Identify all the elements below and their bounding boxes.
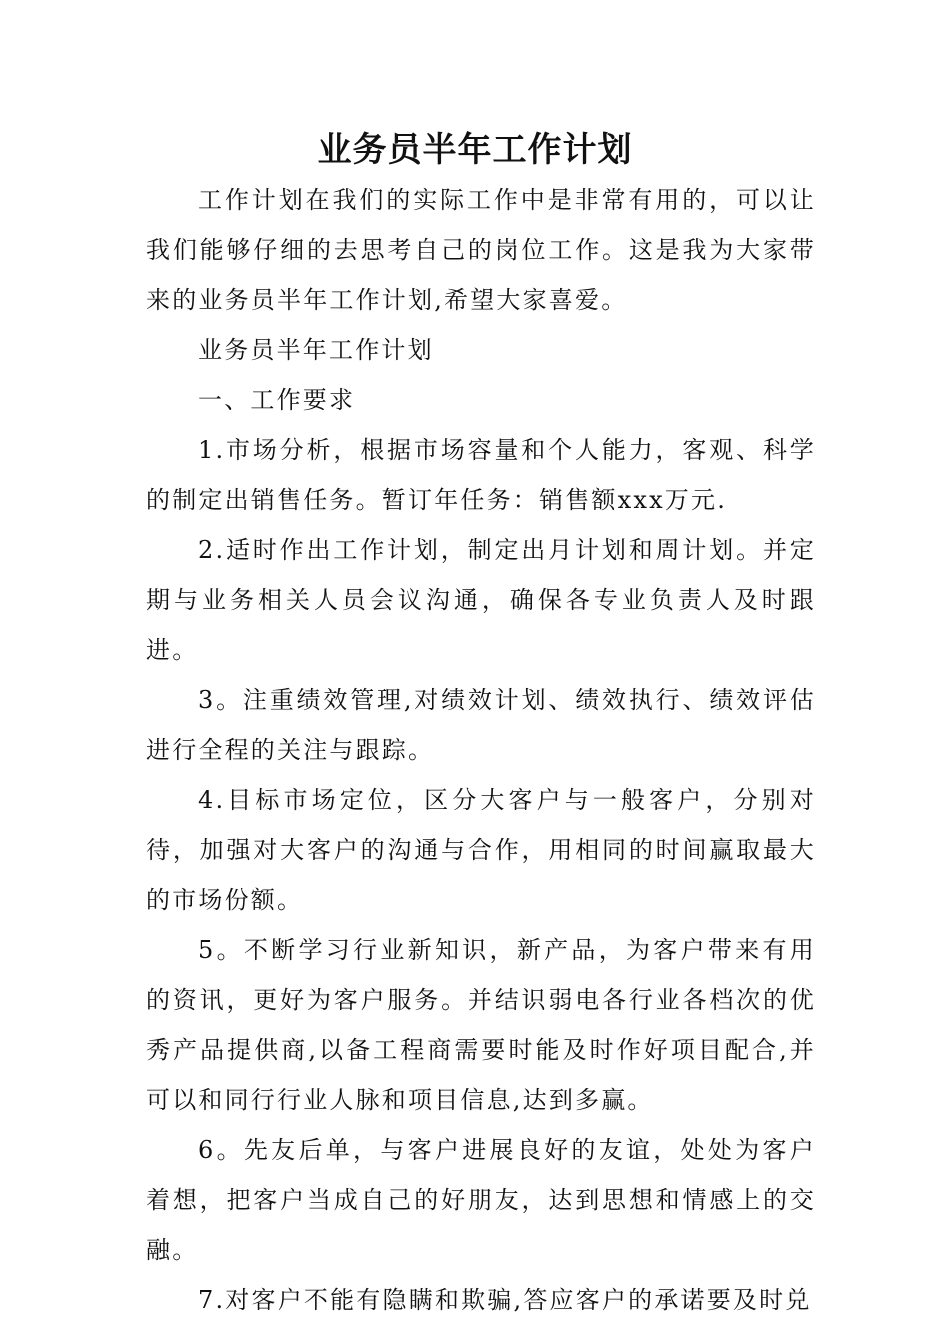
paragraph-item-3: 3。注重绩效管理,对绩效计划、绩效执行、绩效评估进行全程的关注与跟踪。 [146, 686, 816, 764]
document-title: 业务员半年工作计划 [317, 130, 633, 170]
paragraph-item-4: 4.目标市场定位，区分大客户与一般客户，分别对待，加强对大客户的沟通与合作，用相同的时间赢取最大的市场份额。 [146, 786, 816, 914]
paragraph-item-7: 7.对客户不能有隐瞒和欺骗,答应客户的承诺要及时兑 [198, 1286, 812, 1314]
paragraph-subtitle: 业务员半年工作计划 [198, 336, 434, 364]
paragraph-item-2: 2.适时作出工作计划，制定出月计划和周计划。并定期与业务相关人员会议沟通，确保各专业负责人及时跟进。 [146, 536, 816, 664]
document-body [146, 175, 816, 1325]
paragraph-item-1: 1.市场分析，根据市场容量和个人能力，客观、科学的制定出销售任务。暂订年任务：销售额xxx万元. [146, 436, 816, 514]
paragraph-intro: 工作计划在我们的实际工作中是非常有用的，可以让我们能够仔细的去思考自己的岗位工作。这是我为大家带来的业务员半年工作计划,希望大家喜爱。 [146, 186, 816, 314]
section-heading-requirements: 一、工作要求 [198, 386, 356, 414]
paragraph-item-6: 6。先友后单，与客户进展良好的友谊，处处为客户着想，把客户当成自己的好朋友，达到思想和情感上的交融。 [146, 1136, 816, 1264]
paragraph-item-5: 5。不断学习行业新知识，新产品，为客户带来有用的资讯，更好为客户服务。并结识弱电各行业各档次的优秀产品提供商,以备工程商需要时能及时作好项目配合,并可以和同行行业人脉和项目信息,达到多赢。 [146, 936, 816, 1114]
